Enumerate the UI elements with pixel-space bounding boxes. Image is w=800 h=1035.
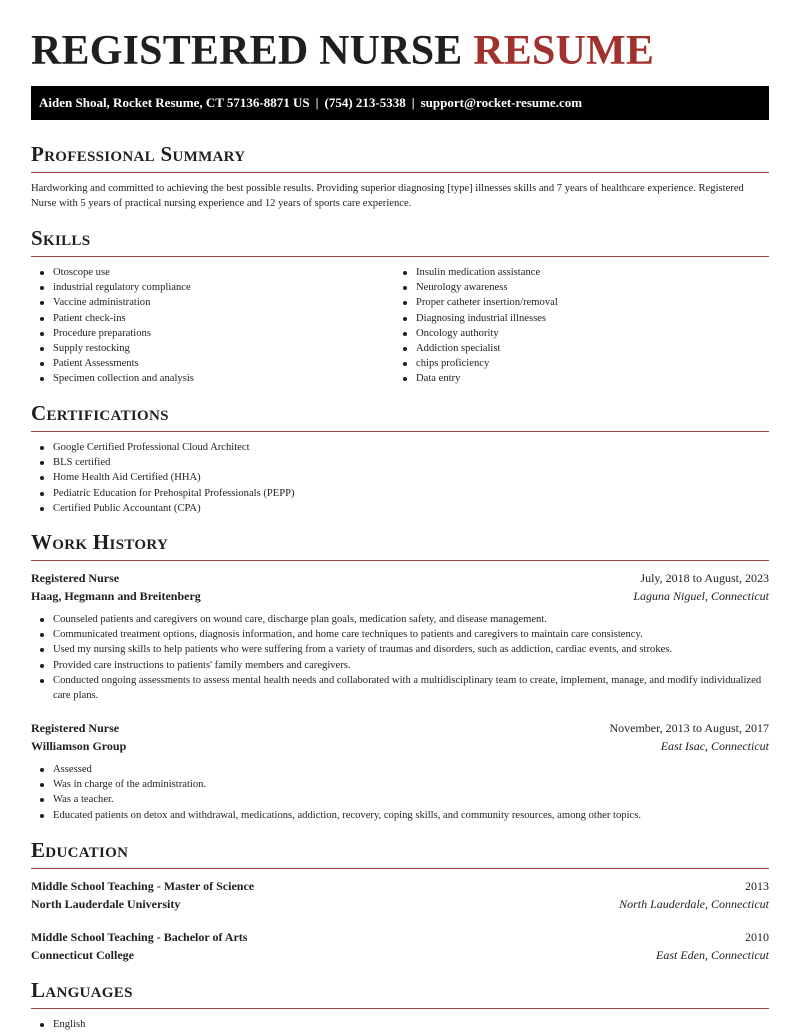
education-header [31, 878, 769, 895]
education-heading: Education [31, 838, 129, 862]
education-school: Connecticut College [31, 948, 134, 962]
section-divider [31, 868, 769, 869]
job-role: Registered Nurse [31, 721, 120, 735]
contact-separator: | [315, 95, 319, 110]
skill-item: Diagnosing industrial illnesses [394, 311, 764, 326]
contact-bar [31, 86, 769, 120]
job-duty: Conducted ongoing assessments to assess mental health needs and collaborated with a multidisciplinary team to create, implement, manage, and modify individualized care plans. [31, 673, 769, 703]
skill-item: chips proficiency [394, 356, 764, 371]
job-company: Williamson Group [31, 739, 127, 753]
section-divider [31, 1008, 769, 1009]
education-subheader [31, 947, 769, 964]
skill-item: Proper catheter insertion/removal [394, 295, 764, 310]
contact-phone: (754) 213-5338 [324, 95, 406, 110]
resume-title [31, 27, 654, 75]
section-divider [31, 431, 769, 432]
section-divider [31, 256, 769, 257]
languages-list [31, 1017, 769, 1032]
education-degree: Middle School Teaching - Master of Science [31, 879, 255, 893]
job-company: Haag, Hegmann and Breitenberg [31, 589, 201, 603]
skill-item: Patient Assessments [31, 356, 391, 371]
work-history-heading: Work History [31, 530, 169, 554]
skill-item: Procedure preparations [31, 326, 391, 341]
job-dates: July, 2018 to August, 2023 [640, 571, 769, 585]
education-header [31, 929, 769, 946]
contact-separator: | [411, 95, 415, 110]
certification-item: Google Certified Professional Cloud Architect [31, 440, 769, 455]
summary-heading: Professional Summary [31, 142, 246, 166]
skills-list-right [394, 265, 764, 387]
job-location: East Isac, Connecticut [660, 739, 769, 753]
education-year: 2013 [745, 879, 769, 893]
certification-item: Certified Public Accountant (CPA) [31, 501, 769, 516]
certification-item: Pediatric Education for Prehospital Professionals (PEPP) [31, 486, 769, 501]
job-duty: Educated patients on detox and withdrawal, medications, addiction, recovery, coping skills, and community resources, among other topics. [31, 808, 769, 823]
certifications-list [31, 440, 769, 516]
job-duty: Was a teacher. [31, 792, 769, 807]
contact-address: Aiden Shoal, Rocket Resume, CT 57136-8871 US [39, 95, 310, 110]
section-divider [31, 560, 769, 561]
contact-email[interactable]: support@rocket-resume.com [420, 95, 583, 110]
certification-item: BLS certified [31, 455, 769, 470]
job-header [31, 570, 769, 587]
job-header [31, 720, 769, 737]
certifications-heading: Certifications [31, 401, 169, 425]
education-year: 2010 [745, 930, 769, 944]
skills-heading: Skills [31, 226, 91, 250]
skill-item: Neurology awareness [394, 280, 764, 295]
job-duty: Provided care instructions to patients' family members and caregivers. [31, 658, 769, 673]
skill-item: Oncology authority [394, 326, 764, 341]
job-duties-list [31, 612, 769, 703]
education-degree: Middle School Teaching - Bachelor of Arts [31, 930, 248, 944]
job-dates: November, 2013 to August, 2017 [609, 721, 769, 735]
education-location: North Lauderdale, Connecticut [619, 897, 769, 911]
job-duties-list [31, 762, 769, 823]
title-main: REGISTERED NURSE [31, 28, 463, 74]
job-role: Registered Nurse [31, 571, 120, 585]
job-subheader [31, 588, 769, 605]
job-duty: Assessed [31, 762, 769, 777]
skill-item: Patient check-ins [31, 311, 391, 326]
job-location: Laguna Niguel, Connecticut [633, 589, 769, 603]
skill-item: Specimen collection and analysis [31, 371, 391, 386]
education-location: East Eden, Connecticut [656, 948, 769, 962]
summary-text: Hardworking and committed to achieving the best possible results. Providing superior diagnosing [type] illnesses skills and 7 years of healthcare experience. Registered Nurse with 5 years of practical nursing experience and 12 years of sports care experience. [31, 183, 744, 210]
education-subheader [31, 896, 769, 913]
languages-heading: Languages [31, 978, 133, 1002]
job-subheader [31, 738, 769, 755]
section-divider [31, 172, 769, 173]
job-duty: Counseled patients and caregivers on wound care, discharge plan goals, medication safety, and disease management. [31, 612, 769, 627]
certification-item: Home Health Aid Certified (HHA) [31, 470, 769, 485]
skill-item: Data entry [394, 371, 764, 386]
skill-item: Insulin medication assistance [394, 265, 764, 280]
skill-item: Supply restocking [31, 341, 391, 356]
skill-item: Otoscope use [31, 265, 391, 280]
job-duty: Used my nursing skills to help patients who were suffering from a variety of traumas and disorders, such as addiction, cardiac events, and strokes. [31, 642, 769, 657]
language-item: English [31, 1017, 769, 1032]
skill-item: industrial regulatory compliance [31, 280, 391, 295]
education-school: North Lauderdale University [31, 897, 181, 911]
job-duty: Communicated treatment options, diagnosis information, and home care techniques to patients and caregivers to maintain care consistency. [31, 627, 769, 642]
title-accent: RESUME [473, 28, 655, 74]
job-duty: Was in charge of the administration. [31, 777, 769, 792]
skills-list-left [31, 265, 391, 387]
skill-item: Vaccine administration [31, 295, 391, 310]
skill-item: Addiction specialist [394, 341, 764, 356]
